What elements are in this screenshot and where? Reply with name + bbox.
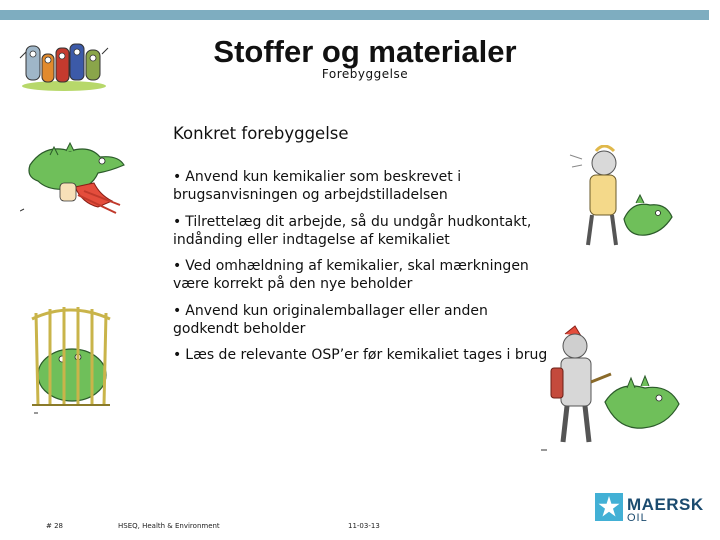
header-bar <box>0 10 709 20</box>
logo-text-maersk: MAERSK <box>627 495 704 514</box>
page-subtitle: Forebyggelse <box>321 67 409 81</box>
bullet-item: • Læs de relevante OSP’er før kemikaliet tages i brug <box>173 347 548 363</box>
star-icon <box>595 493 623 521</box>
maersk-oil-logo <box>595 493 704 525</box>
dragon-icon <box>20 125 132 215</box>
cage-icon <box>22 305 118 417</box>
footer-date: 11-03-13 <box>348 522 380 530</box>
bullet-list <box>173 168 553 373</box>
logo-text-oil: OIL <box>627 512 648 524</box>
bullet-item: • Anvend kun kemikalier som beskrevet i brugsanvisningen og arbejdstilladelsen <box>173 169 462 203</box>
bullet-item: • Tilrettelæg dit arbejde, så du undgår hudkontakt, indånding eller indtagelse af kemikaliet <box>173 213 532 248</box>
section-heading: Konkret forebyggelse <box>173 124 349 143</box>
knight-icon <box>535 322 685 457</box>
footer-department: HSEQ, Health & Environment <box>118 522 220 530</box>
knight-icon <box>562 145 682 270</box>
bullet-item: • Anvend kun originalemballager eller anden godkendt beholder <box>173 302 488 337</box>
page-title: Stoffer og materialer <box>213 34 517 69</box>
bullet-item: • Ved omhældning af kemikalier, skal mærkningen være korrekt på den nye beholder <box>173 258 529 292</box>
slide-number: # 28 <box>46 522 63 530</box>
cartoon-group-icon <box>18 36 110 94</box>
